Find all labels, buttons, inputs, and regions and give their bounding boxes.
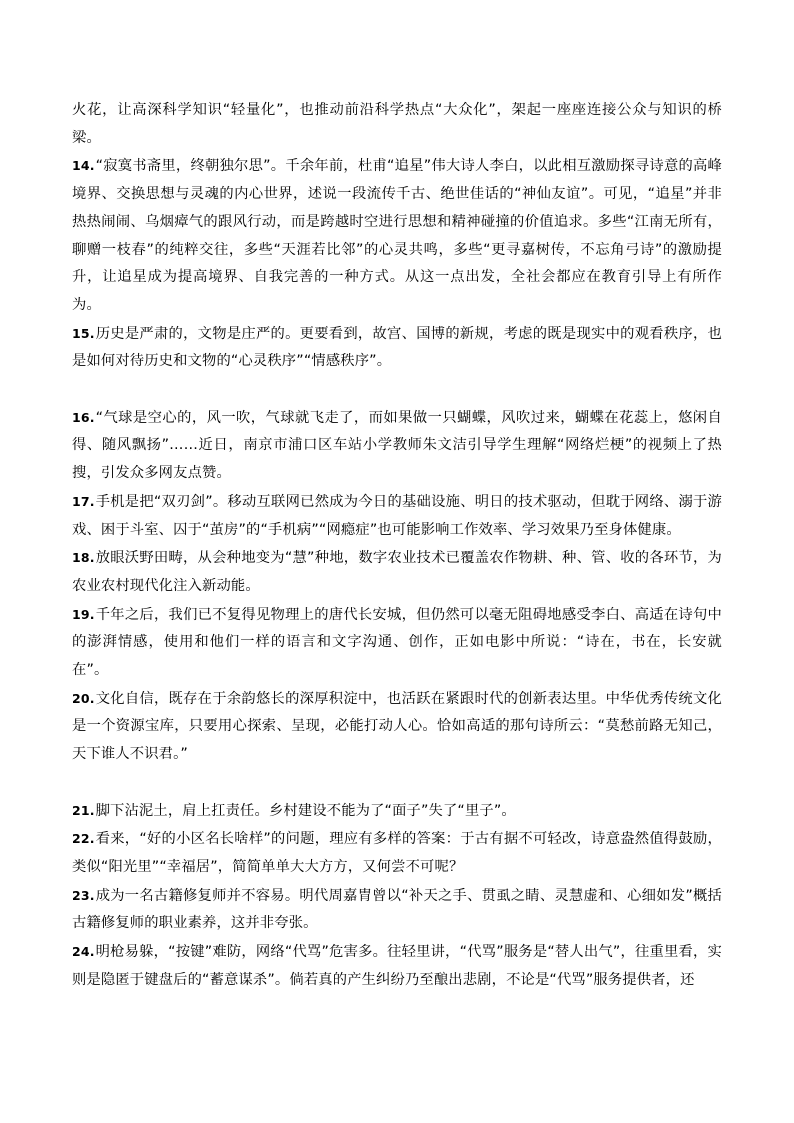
item-number: 22. bbox=[72, 831, 95, 847]
paragraph-23: 23.成为一名古籍修复师并不容易。明代周嘉胄曾以“补天之手、贯虱之睛、灵慧虚和、心细如发”概括古籍修复师的职业素养，这并非夸张。 bbox=[72, 887, 722, 932]
item-number: 14. bbox=[72, 158, 95, 174]
paragraph-17: 17.手机是把“双刃剑”。移动互联网已然成为今日的基础设施、明日的技术驱动，但耽于网络、溺于游戏、困于斗室、囚于“茧房”的“手机病”“网瘾症”也可能影响工作效率、学习效果乃至身体健康。 bbox=[72, 493, 722, 538]
paragraph-18: 18.放眼沃野田畴，从会种地变为“慧”种地，数字农业技术已覆盖农作物耕、种、管、收的各环节，为农业农村现代化注入新动能。 bbox=[72, 550, 722, 594]
item-number: 15. bbox=[72, 325, 95, 341]
item-number: 16. bbox=[72, 409, 95, 425]
item-number: 21. bbox=[72, 802, 95, 818]
item-number: 19. bbox=[72, 606, 95, 622]
item-number: 24. bbox=[72, 944, 95, 960]
document-page bbox=[72, 97, 722, 994]
item-number: 20. bbox=[72, 690, 95, 706]
section-gap bbox=[72, 769, 722, 797]
paragraph-19: 19.千年之后，我们已不复得见物理上的唐代长安城，但仍然可以毫无阻碍地感受李白、高适在诗句中的澎湃情感，使用和他们一样的语言和文字沟通、创作，正如电影中所说：“诗在，书在，长安就在”。 bbox=[72, 606, 722, 679]
item-number: 17. bbox=[72, 493, 95, 509]
paragraph-14: 14.“寂寞书斋里，终朝独尔思”。千余年前，杜甫“追星”伟大诗人李白，以此相互激励探寻诗意的高峰境界、交换思想与灵魂的内心世界，述说一段流传千古、绝世佳话的“神仙友谊”。可见，“追星”并非热热闹闹、乌烟瘴气的跟风行动，而是跨越时空进行思想和精神碰撞的价值追求。多些“江南无所有，聊赠一枝春”的纯粹交往，多些“天涯若比邻”的心灵共鸣，多些“更寻嘉树传，不忘角弓诗”的激励提升，让追星成为提高境界、自我完善的一种方式。从这一点出发，全社会都应在教育引导上有所作为。 bbox=[72, 158, 722, 313]
item-number: 23. bbox=[72, 887, 95, 903]
paragraph-20: 20.文化自信，既存在于余韵悠长的深厚积淀中，也活跃在紧跟时代的创新表达里。中华优秀传统文化是一个资源宝库，只要用心探索、呈现，必能打动人心。恰如高适的那句诗所云：“莫愁前路无知己，天下谁人不识君。” bbox=[72, 690, 722, 763]
item-number: 18. bbox=[72, 550, 95, 566]
paragraph-16: 16.“气球是空心的，风一吹，气球就飞走了，而如果做一只蝴蝶，风吹过来，蝴蝶在花蕊上，悠闲自得、随风飘扬”……近日，南京市浦口区车站小学教师朱文洁引导学生理解“网络烂梗”的视频上了热搜，引发众多网友点赞。 bbox=[72, 409, 722, 482]
paragraph-22: 22.看来，“好的小区名长啥样”的问题，理应有多样的答案：于古有据不可轻改，诗意盎然值得鼓励，类似“阳光里”“幸福居”，简简单单大大方方，又何尝不可呢？ bbox=[72, 831, 722, 875]
paragraph-15: 15.历史是严肃的，文物是庄严的。更要看到，故宫、国博的新规，考虑的既是现实中的观看秩序，也是如何对待历史和文物的“心灵秩序”“情感秩序”。 bbox=[72, 325, 722, 370]
paragraph-13-continuation: 火花，让高深科学知识“轻量化”，也推动前沿科学热点“大众化”，架起一座座连接公众与知识的桥梁。 bbox=[72, 102, 722, 146]
section-gap bbox=[72, 376, 722, 404]
paragraph-21: 21.脚下沾泥土，肩上扛责任。乡村建设不能为了“面子”失了“里子”。 bbox=[72, 802, 516, 819]
paragraph-24: 24.明枪易躲，“按键”难防，网络“代骂”危害多。往轻里讲，“代骂”服务是“替人出气”，往重里看，实则是隐匿于键盘后的“蓄意谋杀”。倘若真的产生纠纷乃至酿出悲剧，不论是“代骂”服务提供者，还 bbox=[72, 944, 722, 988]
